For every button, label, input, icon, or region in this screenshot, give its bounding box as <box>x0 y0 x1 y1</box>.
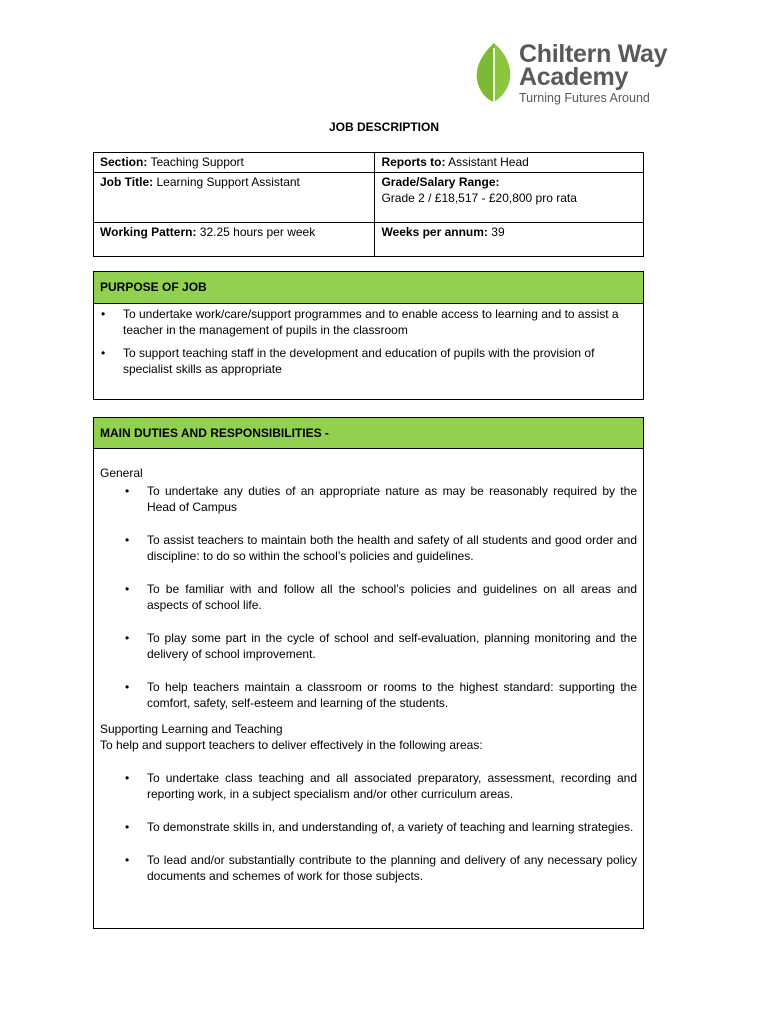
purpose-item-text: To undertake work/care/support programmes and to enable access to learning and to assist a teacher in the management of pupils in the classroom <box>123 307 619 337</box>
bullet-icon: • <box>125 680 130 694</box>
duty-item-text: To be familiar with and follow all the school’s policies and guidelines on all areas and aspects of school life. <box>147 582 637 612</box>
list-item <box>125 679 637 711</box>
section-label: Section: <box>100 155 148 169</box>
duty-item-text: To lead and/or substantially contribute to the planning and delivery of any necessary policy documents and schemes of work for those subjects. <box>147 853 637 883</box>
bullet-icon: • <box>125 484 130 498</box>
purpose-list <box>94 304 643 377</box>
bullet-icon: • <box>125 853 130 867</box>
duty-item-text: To undertake class teaching and all associated preparatory, assessment, recording and reporting work, in a subject specialism and/or other curriculum areas. <box>147 771 637 801</box>
list-item <box>125 852 637 884</box>
job-title-label: Job Title: <box>100 175 154 189</box>
duty-item-text: To help teachers maintain a classroom or rooms to the highest standard: supporting the comfort, safety, self-esteem and learning of the students. <box>147 680 637 710</box>
list-item <box>125 819 637 835</box>
working-pattern-value: 32.25 hours per week <box>199 225 316 239</box>
logo-tagline: Turning Futures Around <box>519 91 650 105</box>
general-heading: General <box>100 466 143 480</box>
grade-label: Grade/Salary Range: <box>381 175 500 189</box>
working-pattern-label: Working Pattern: <box>100 225 197 239</box>
duty-item-text: To undertake any duties of an appropriate nature as may be reasonably required by the Head of Campus <box>147 484 637 514</box>
weeks-value: 39 <box>491 225 505 239</box>
job-title-cell <box>94 173 375 223</box>
list-item <box>125 532 637 564</box>
logo-name-line1: Chiltern Way <box>519 40 668 68</box>
grade-value: Grade 2 / £18,517 - £20,800 pro rata <box>381 191 577 205</box>
reports-value: Assistant Head <box>448 155 529 169</box>
logo-name-line2: Academy <box>519 63 629 91</box>
working-pattern-cell <box>94 223 375 257</box>
job-info-table <box>93 152 644 257</box>
leaf-icon <box>472 42 514 104</box>
general-list <box>100 483 637 711</box>
list-item <box>125 581 637 613</box>
duties-section <box>93 417 644 929</box>
list-item <box>101 306 637 338</box>
duty-item-text: To play some part in the cycle of school and self-evaluation, planning monitoring and the delivery of school improvement. <box>147 631 637 661</box>
reports-cell <box>375 153 644 173</box>
list-item <box>125 770 637 802</box>
duty-item-text: To assist teachers to maintain both the health and safety of all students and good order and discipline: to do so within the school’s policies and guidelines. <box>147 533 637 563</box>
duties-heading: MAIN DUTIES AND RESPONSIBILITIES - <box>94 418 643 449</box>
purpose-heading: PURPOSE OF JOB <box>94 272 643 304</box>
bullet-icon: • <box>101 346 106 360</box>
weeks-label: Weeks per annum: <box>381 225 488 239</box>
grade-cell <box>375 173 644 223</box>
supporting-list <box>100 770 637 884</box>
list-item <box>125 630 637 662</box>
purpose-item-text: To support teaching staff in the development and education of pupils with the provision of specialist skills as appropriate <box>123 346 595 376</box>
purpose-section <box>93 271 644 400</box>
section-value: Teaching Support <box>150 155 244 169</box>
academy-logo <box>472 42 672 108</box>
job-title-value: Learning Support Assistant <box>156 175 300 189</box>
bullet-icon: • <box>125 820 130 834</box>
reports-label: Reports to: <box>381 155 446 169</box>
list-item <box>125 483 637 515</box>
document-title: JOB DESCRIPTION <box>328 120 439 134</box>
duty-item-text: To demonstrate skills in, and understanding of, a variety of teaching and learning strategies. <box>147 820 634 834</box>
section-cell <box>94 153 375 173</box>
bullet-icon: • <box>125 582 130 596</box>
bullet-icon: • <box>101 307 106 321</box>
weeks-cell <box>375 223 644 257</box>
supporting-intro: To help and support teachers to deliver effectively in the following areas: <box>100 738 483 752</box>
bullet-icon: • <box>125 631 130 645</box>
bullet-icon: • <box>125 771 130 785</box>
bullet-icon: • <box>125 533 130 547</box>
supporting-heading: Supporting Learning and Teaching <box>100 722 283 736</box>
list-item <box>101 345 637 377</box>
